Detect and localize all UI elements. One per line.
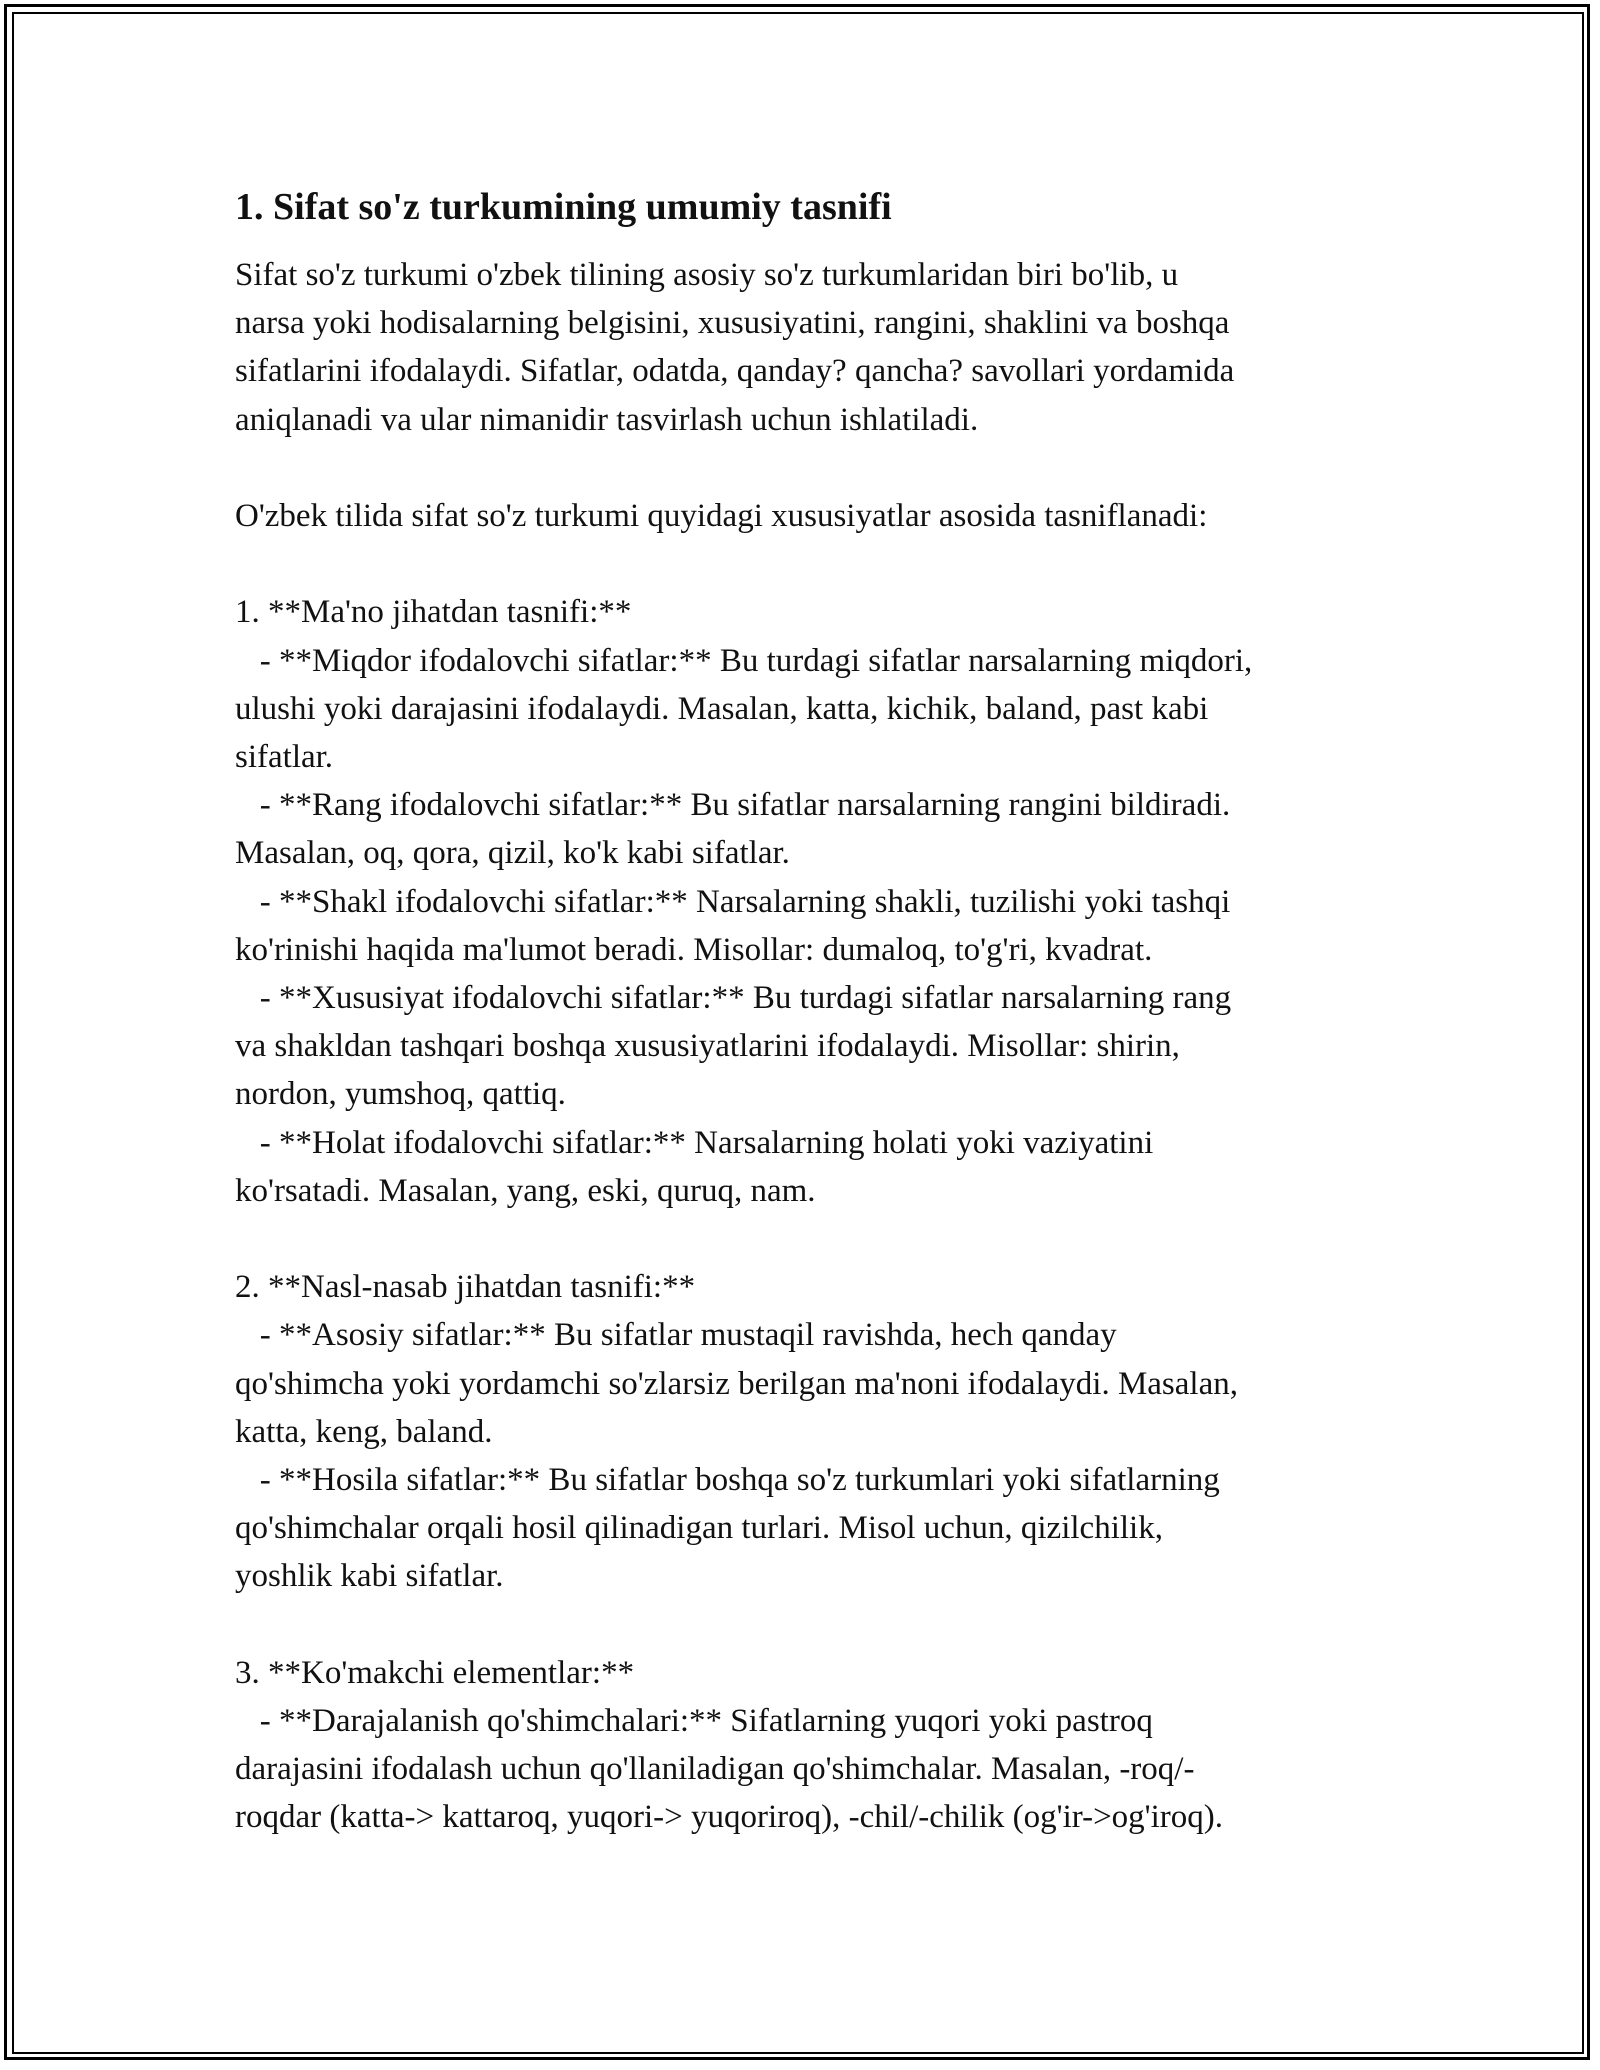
item-line: yoshlik kabi sifatlar. xyxy=(235,1558,504,1595)
section-meaning-classification xyxy=(235,588,1405,1215)
item-line: nordon, yumshoq, qattiq. xyxy=(235,1076,566,1113)
list-item xyxy=(235,878,1405,974)
list-item xyxy=(235,637,1405,782)
item-line: - **Asosiy sifatlar:** Bu sifatlar mustaqil ravishda, hech qanday xyxy=(235,1317,1117,1354)
section-auxiliary-elements xyxy=(235,1649,1405,1842)
item-line: - **Rang ifodalovchi sifatlar:** Bu sifatlar narsalarning rangini bildiradi. xyxy=(235,787,1231,824)
list-item xyxy=(235,1697,1405,1842)
page-title: 1. Sifat so'z turkumining umumiy tasnifi xyxy=(235,186,892,228)
intro-line: Sifat so'z turkumi o'zbek tilining asosiy so'z turkumlaridan biri bo'lib, u xyxy=(235,257,1179,293)
lead-line: O'zbek tilida sifat so'z turkumi quyidagi xususiyatlar asosida tasniflanadi: xyxy=(235,498,1208,534)
list-item xyxy=(235,781,1405,877)
intro-line: narsa yoki hodisalarning belgisini, xususiyatini, rangini, shaklini va boshqa xyxy=(235,305,1230,342)
item-line: - **Shakl ifodalovchi sifatlar:** Narsalarning shakli, tuzilishi yoki tashqi xyxy=(235,883,1231,920)
item-line: roqdar (katta-> kattaroq, yuqori-> yuqoriroq), -chil/-chilik (og'ir->og'iroq). xyxy=(235,1799,1224,1836)
item-line: sifatlar. xyxy=(235,739,334,775)
document-body xyxy=(235,183,1405,1890)
item-line: katta, keng, baland. xyxy=(235,1413,493,1450)
item-line: darajasini ifodalash uchun qo'llaniladigan qo'shimchalar. Masalan, -roq/- xyxy=(235,1751,1195,1788)
intro-line: sifatlarini ifodalaydi. Sifatlar, odatda, qanday? qancha? savollari yordamida xyxy=(235,353,1235,390)
section-heading: 3. **Ko'makchi elementlar:** xyxy=(235,1654,635,1691)
section-heading: 2. **Nasl-nasab jihatdan tasnifi:** xyxy=(235,1269,696,1306)
item-line: qo'shimchalar orqali hosil qilinadigan turlari. Misol uchun, qizilchilik, xyxy=(235,1510,1163,1547)
item-line: - **Hosila sifatlar:** Bu sifatlar boshqa so'z turkumlari yoki sifatlarning xyxy=(235,1462,1220,1499)
lead-paragraph xyxy=(235,492,1405,540)
item-line: ko'rinishi haqida ma'lumot beradi. Misollar: dumaloq, to'g'ri, kvadrat. xyxy=(235,931,1153,968)
list-item xyxy=(235,1311,1405,1456)
item-line: - **Darajalanish qo'shimchalari:** Sifatlarning yuqori yoki pastroq xyxy=(235,1703,1153,1740)
item-line: ulushi yoki darajasini ifodalaydi. Masalan, katta, kichik, baland, past kabi xyxy=(235,690,1209,727)
item-line: - **Holat ifodalovchi sifatlar:** Narsalarning holati yoki vaziyatini xyxy=(235,1124,1154,1161)
section-origin-classification xyxy=(235,1263,1405,1600)
item-line: qo'shimcha yoki yordamchi so'zlarsiz berilgan ma'noni ifodalaydi. Masalan, xyxy=(235,1365,1238,1402)
item-line: Masalan, oq, qora, qizil, ko'k kabi sifatlar. xyxy=(235,835,790,872)
intro-paragraph xyxy=(235,251,1405,444)
item-line: - **Miqdor ifodalovchi sifatlar:** Bu turdagi sifatlar narsalarning miqdori, xyxy=(235,642,1253,679)
item-line: va shakldan tashqari boshqa xususiyatlarini ifodalaydi. Misollar: shirin, xyxy=(235,1028,1180,1065)
list-item xyxy=(235,1456,1405,1601)
section-heading: 1. **Ma'no jihatdan tasnifi:** xyxy=(235,594,632,631)
intro-line: aniqlanadi va ular nimanidir tasvirlash uchun ishlatiladi. xyxy=(235,401,979,438)
item-line: - **Xususiyat ifodalovchi sifatlar:** Bu turdagi sifatlar narsalarning rang xyxy=(235,980,1232,1017)
list-item xyxy=(235,1119,1405,1215)
item-line: ko'rsatadi. Masalan, yang, eski, quruq, nam. xyxy=(235,1172,816,1209)
list-item xyxy=(235,974,1405,1119)
